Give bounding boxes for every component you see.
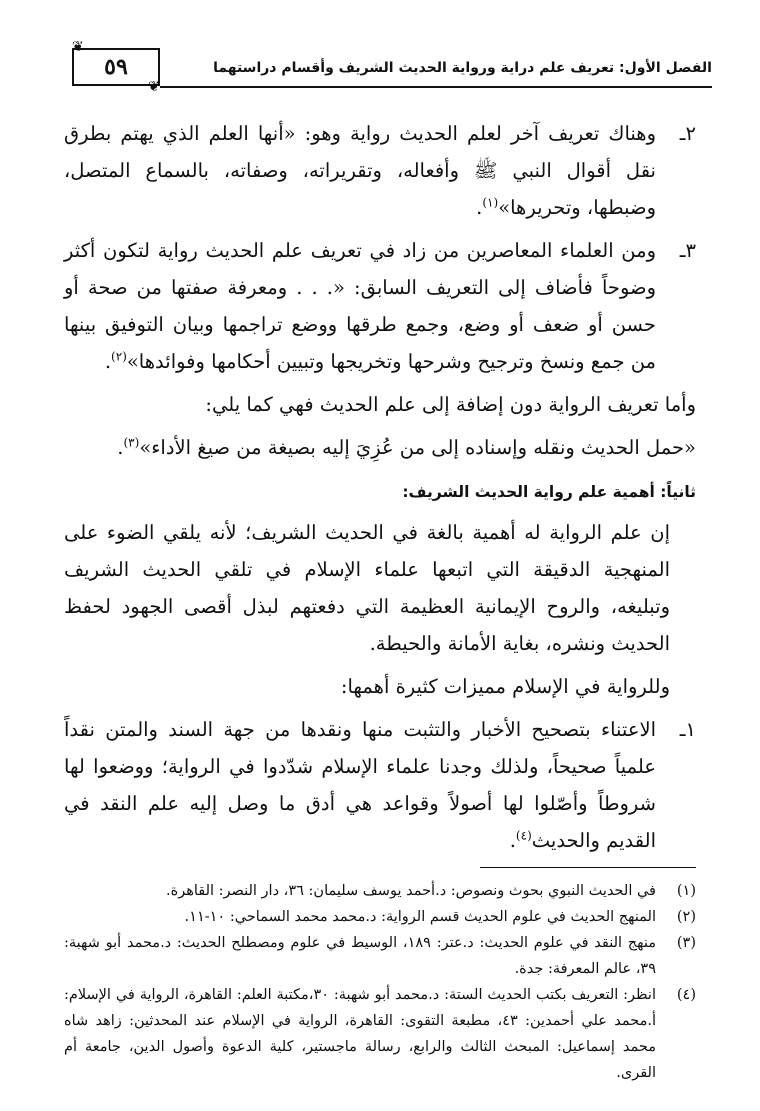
- quote-paragraph: [64, 429, 696, 466]
- quote-text: «حمل الحديث ونقله وإسناده إلى من عُزِيَ إليه بصيغة من صيغ الأداء»: [139, 436, 696, 459]
- footnote: [64, 982, 696, 1086]
- footnote-ref: (٤): [515, 828, 532, 843]
- footnote-ref: (١): [482, 195, 499, 210]
- footnote-ref: (٢): [111, 349, 127, 364]
- item-number: ١ـ: [679, 718, 696, 741]
- corner-ornament-icon: ❦: [72, 39, 84, 55]
- footnote-ref: (٣): [123, 435, 140, 450]
- footnote-number: (٣): [676, 935, 696, 951]
- numbered-item: [64, 232, 696, 380]
- footnote-text: المنهج الحديث في علوم الحديث قسم الرواية: د.محمد محمد السماحي: ١٠-١١.: [184, 909, 656, 925]
- footnote-number: (١): [676, 883, 696, 899]
- paragraph: وأما تعريف الرواية دون إضافة إلى علم الحديث فهي كما يلي:: [205, 393, 696, 416]
- numbered-item: [64, 115, 696, 226]
- footnotes: [64, 878, 696, 1086]
- item-text: وهناك تعريف آخر لعلم الحديث رواية وهو: «أنها العلم الذي يهتم بطرق نقل أقوال النبي ﷺ وأفعاله، وتقريراته، وصفاته، بالسماع المتصل، وضبطها، وتحريرها»: [64, 122, 656, 219]
- header-rule: [160, 86, 712, 88]
- corner-ornament-icon: ❦: [148, 79, 160, 95]
- numbered-item: [64, 711, 696, 859]
- footnote-text: انظر: التعريف بكتب الحديث الستة: د.محمد أبو شهبة: ٣٠،مكتبة العلم: القاهرة، الرواية في الإسلام: أ.محمد علي أحمدين: ٤٣، مطبعة التقوى: القاهرة، الرواية في الإسلام عند المحدثين: زاهد شاه محمد إسماعيل: المبحث الثالث والرابع، رسالة ماجستير، كلية الدعوة وأصول الدين، جامعة أم القرى.: [64, 987, 656, 1081]
- period: .: [117, 436, 124, 459]
- footnote-text: منهج النقد في علوم الحديث: د.عتر: ١٨٩، الوسيط في علوم ومصطلح الحديث: د.محمد أبو شهبة: ٣٩، عالم المعرفة: جدة.: [64, 935, 656, 977]
- item-number: ٢ـ: [679, 122, 696, 145]
- page-number-box: [72, 48, 160, 86]
- period: .: [476, 196, 483, 219]
- footnote-divider: [480, 867, 696, 868]
- section-subheading: ثانياً: أهمية علم رواية الحديث الشريف:: [402, 483, 696, 501]
- period: .: [104, 350, 112, 373]
- page-header: [50, 40, 712, 96]
- footnote-number: (٤): [676, 987, 696, 1003]
- item-number: ٣ـ: [679, 239, 696, 262]
- item-text: الاعتناء بتصحيح الأخبار والتثبت منها ونقدها من جهة السند والمتن نقداً علمياً صحيحاً، ولذلك وجدنا علماء الإسلام شدّدوا في الرواية؛ ووضعوا لها شروطاً وأصّلوا لها أصولاً وقواعد هي أدق ما وصل إليه علم النقد في القديم والحديث: [64, 718, 656, 852]
- paragraph: وللرواية في الإسلام مميزات كثيرة أهمها:: [340, 675, 670, 698]
- footnote-number: (٢): [676, 909, 696, 925]
- main-text: [64, 115, 696, 1086]
- footnote: [64, 878, 696, 904]
- footnote: [64, 930, 696, 982]
- footnote: [64, 904, 696, 930]
- period: .: [509, 829, 516, 852]
- item-text: ومن العلماء المعاصرين من زاد في تعريف علم الحديث رواية لتكون أكثر وضوحاً فأضاف إلى التعريف السابق: «. . . ومعرفة صفتها من صحة أو حسن أو ضعف أو وضع، وجمع طرقها ووضع تراجمها وبيان التوفيق بينها من جمع ونسخ وترجيح وشرحها وتخريجها وتبيين أحكامها وفوائدها»: [64, 239, 656, 373]
- paragraph: إن علم الرواية له أهمية بالغة في الحديث الشريف؛ لأنه يلقي الضوء على المنهجية الدقيقة التي اتبعها علماء الإسلام في تلقي الحديث الشريف وتبليغه، والروح الإيمانية العظيمة التي دفعتهم لبذل أقصى الجهود لحفظ الحديث ونشره، بغاية الأمانة والحيطة.: [64, 521, 670, 655]
- footnote-text: في الحديث النبوي بحوث ونصوص: د.أحمد يوسف سليمان: ٣٦، دار النصر: القاهرة.: [166, 883, 656, 899]
- page-number: ٥٩: [104, 54, 128, 80]
- running-title: الفصل الأول: تعريف علم دراية ورواية الحديث الشريف وأقسام دراستهما: [213, 60, 712, 76]
